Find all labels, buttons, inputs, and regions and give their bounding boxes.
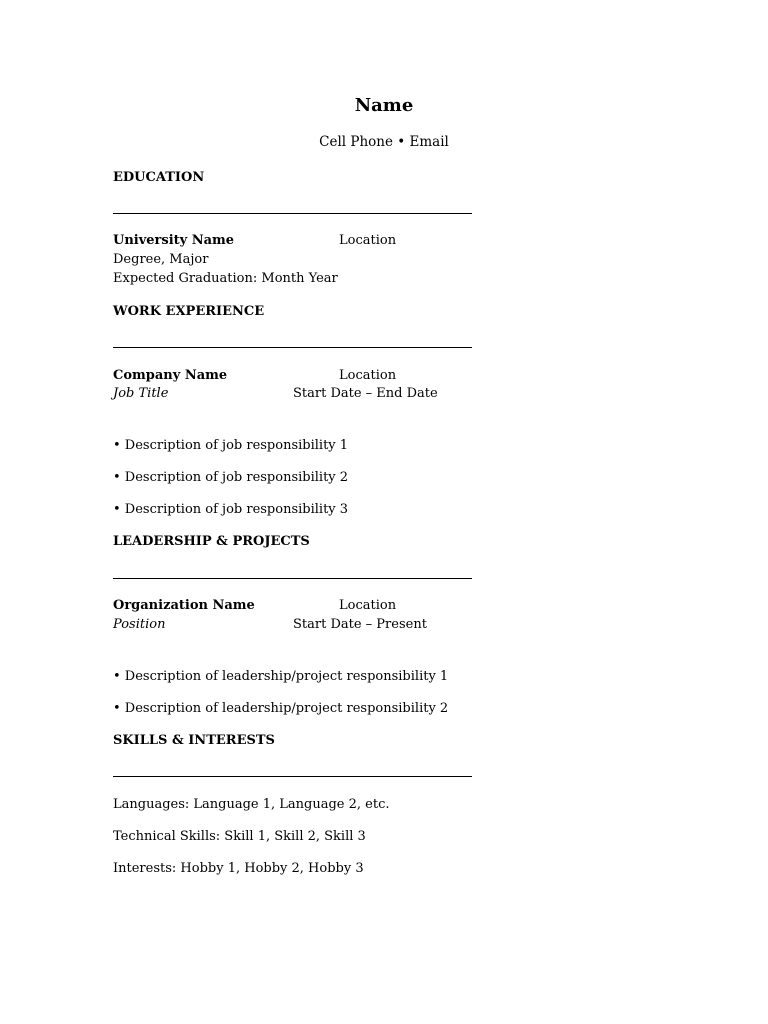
education-location: Location [339, 233, 397, 248]
contact-line: Cell Phone • Email [319, 134, 449, 150]
resume-name: Name [354, 95, 414, 116]
expected-graduation: Expected Graduation: Month Year [113, 271, 338, 286]
job-title: Job Title [113, 386, 169, 401]
position-title: Position [113, 617, 166, 632]
degree-major: Degree, Major [113, 252, 209, 267]
leadership-heading: LEADERSHIP & PROJECTS [113, 534, 310, 549]
leadership-bullet-2: • Description of leadership/project responsibility 2 [113, 701, 449, 716]
technical-skills-line: Technical Skills: Skill 1, Skill 2, Skill 3 [113, 829, 366, 844]
skills-heading: SKILLS & INTERESTS [113, 733, 275, 748]
work-bullet-2: • Description of job responsibility 2 [113, 470, 349, 485]
work-bullet-1: • Description of job responsibility 1 [113, 438, 349, 453]
leadership-divider [113, 578, 472, 579]
work-location: Location [339, 368, 397, 383]
languages-line: Languages: Language 1, Language 2, etc. [113, 797, 390, 812]
leadership-bullet-1: • Description of leadership/project responsibility 1 [113, 669, 449, 684]
work-dates: Start Date – End Date [293, 386, 438, 401]
interests-line: Interests: Hobby 1, Hobby 2, Hobby 3 [113, 861, 364, 876]
education-divider [113, 213, 472, 214]
skills-divider [113, 776, 472, 777]
organization-name: Organization Name [113, 598, 255, 613]
education-heading: EDUCATION [113, 170, 205, 185]
leadership-dates: Start Date – Present [293, 617, 427, 632]
university-name: University Name [113, 233, 235, 248]
work-divider [113, 347, 472, 348]
leadership-location: Location [339, 598, 397, 613]
company-name: Company Name [113, 368, 228, 383]
work-bullet-3: • Description of job responsibility 3 [113, 502, 349, 517]
work-heading: WORK EXPERIENCE [113, 304, 265, 319]
